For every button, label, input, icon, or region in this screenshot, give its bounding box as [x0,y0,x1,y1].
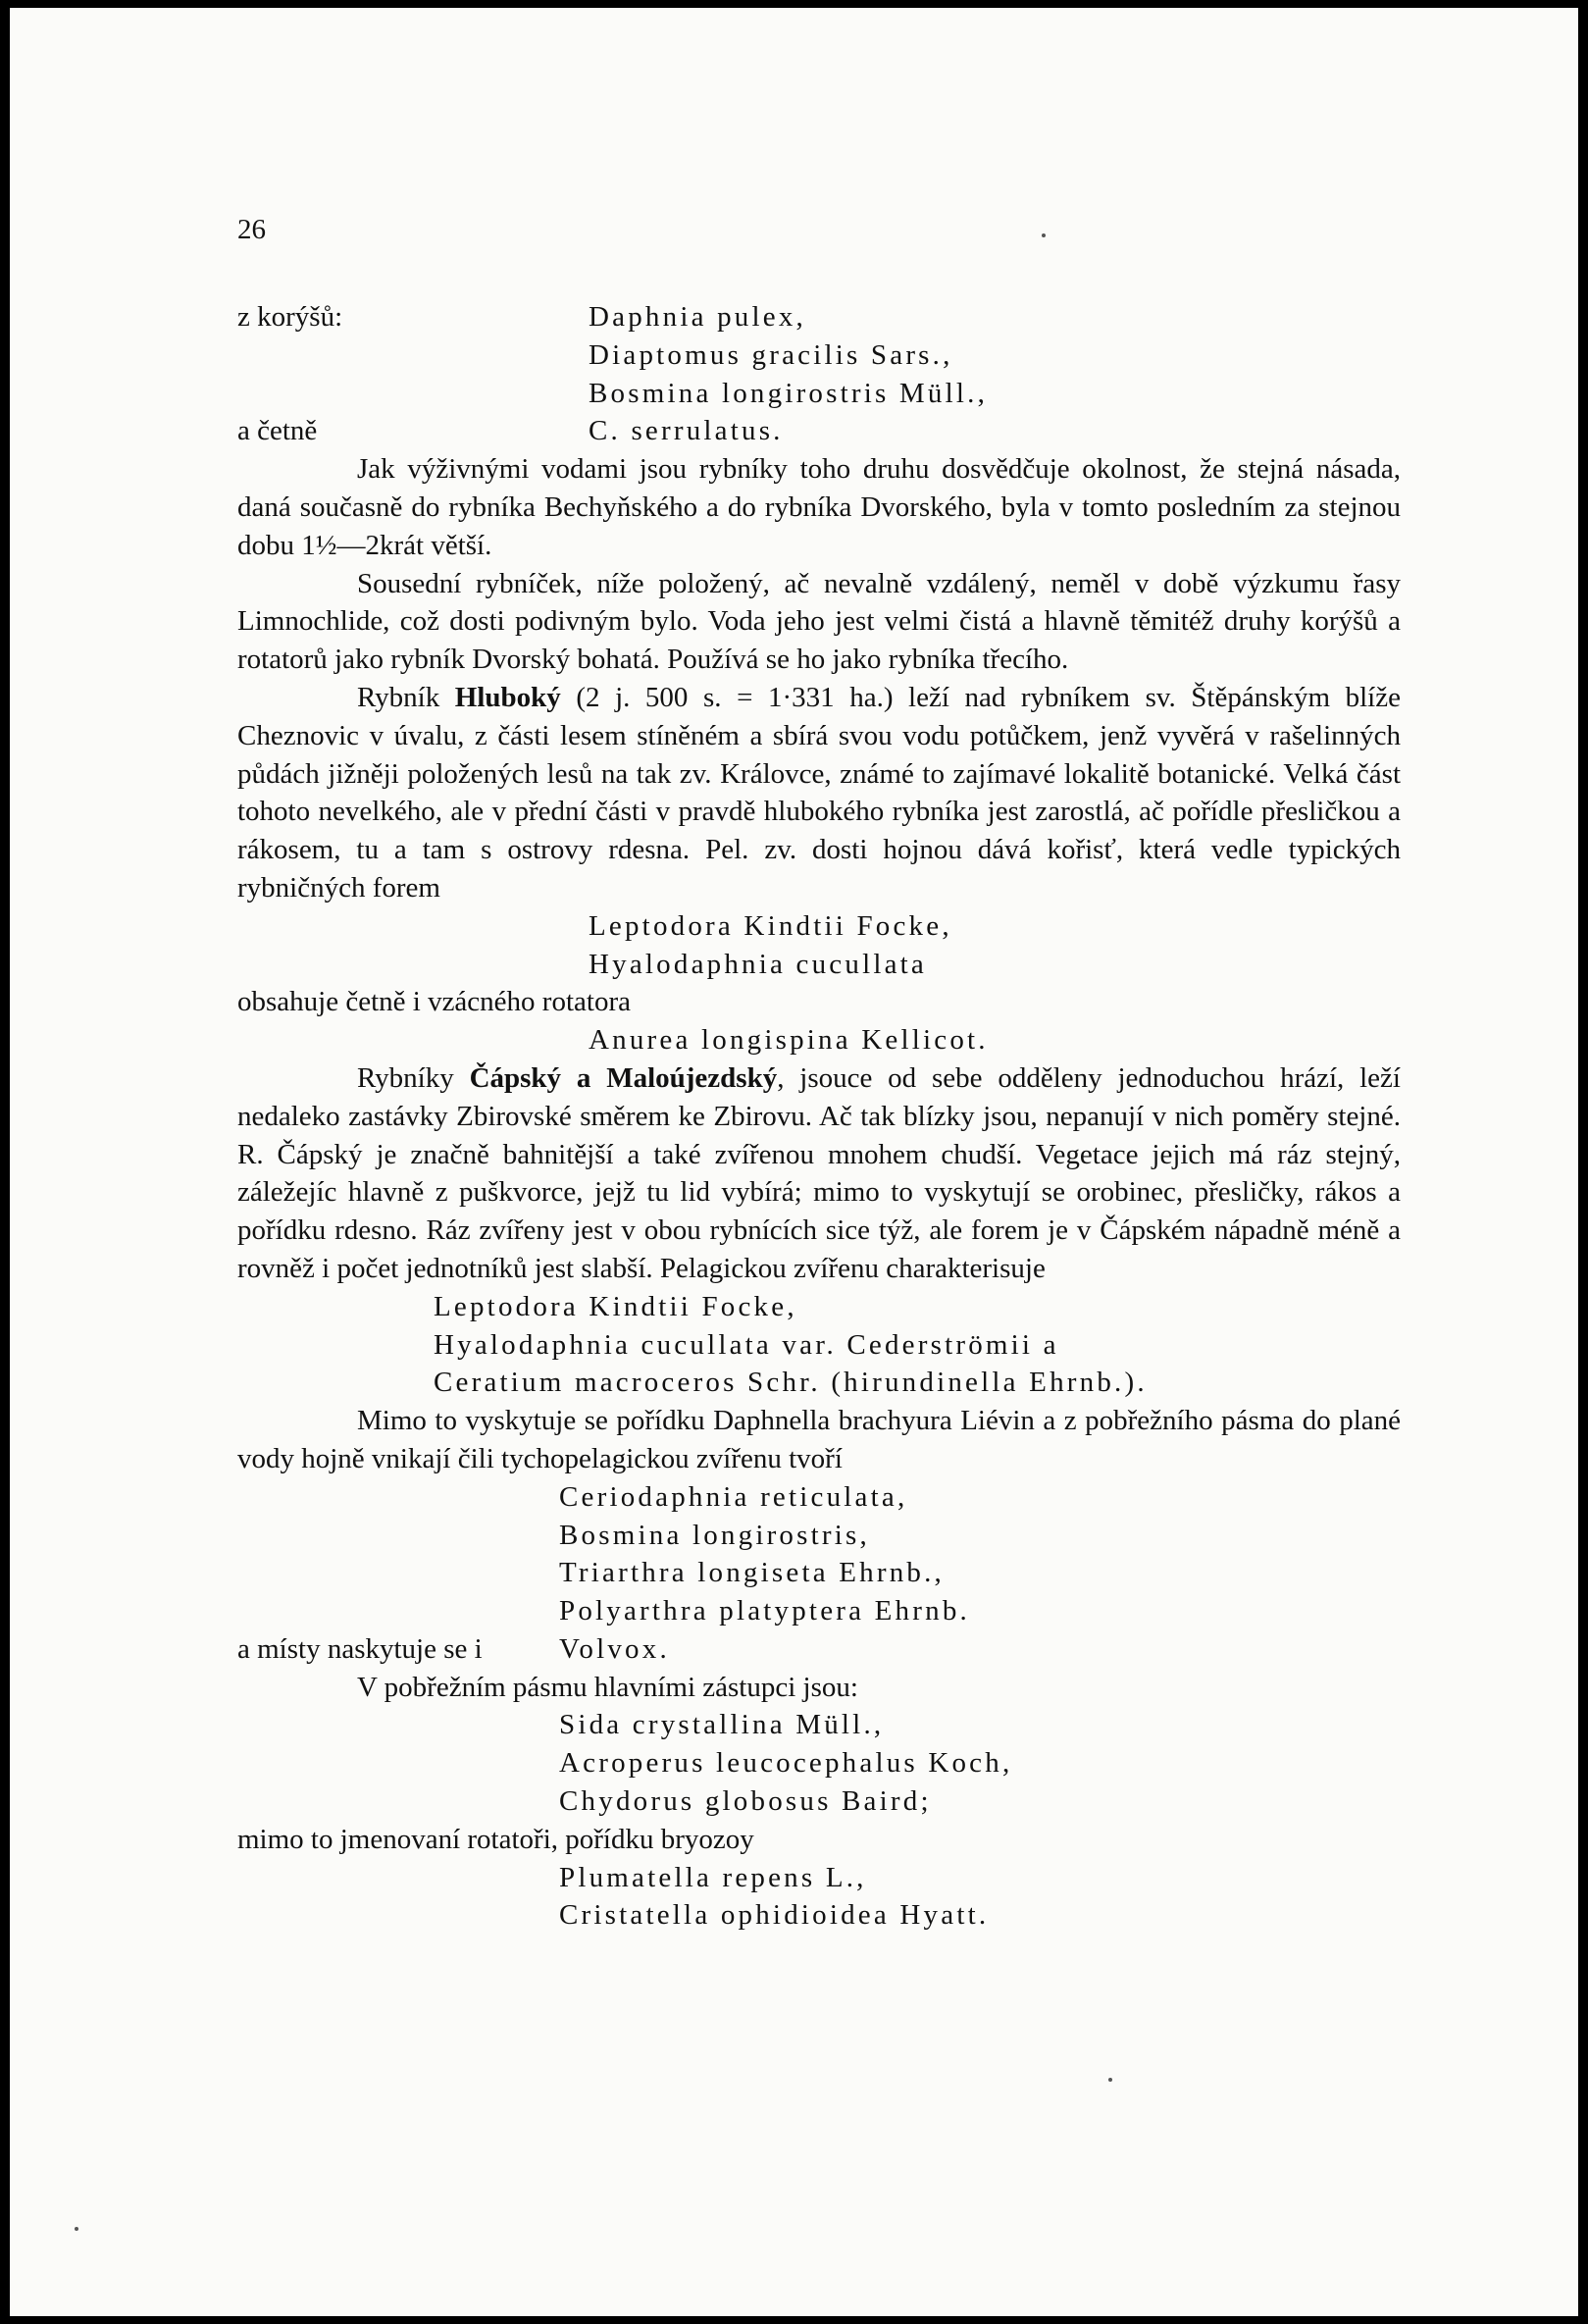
paragraph-text [237,1059,1401,1288]
paragraph-text [237,679,1401,907]
species-line [237,1706,1401,1744]
paragraph-text-rest: , jsouce od sebe odděleny jednoduchou hrází, leží nedaleko zastávky Zbirovské směrem ke Zbirovu. Ač tak blízky jsou, nepanují v nich poměry stejné. R. Čápský je značně bahnitější a také zvířenou mnohem chudší. Vegetace jejich má ráz stejný, záležejíc hlavně z puškvorce, jejž tu lid vybírá; mimo to vyskytují se orobinec, přesličky, rákos a pořídku rdesno. Ráz zvířeny jest v obou rybnících sice týž, ale forem je v Čápském nápadně méně a rovněž i počet jednotníků jest slabší. Pelagickou zvířenu charakterisuje [237,1061,1401,1284]
species-line [237,1021,1401,1059]
species-name: Bosmina longirostris, [559,1519,870,1551]
paragraph [237,450,1401,564]
paragraph [237,1669,1401,1707]
species-name: Sida crystallina Müll., [559,1709,885,1741]
species-name: Daphnia pulex, [589,301,806,333]
page-content [237,298,1401,1935]
species-name: Bosmina longirostris Müll., [589,377,989,409]
species-line [237,1744,1401,1782]
species-line [237,412,1401,450]
crustaceans-label: z korýšů: [237,301,343,333]
species-line [237,907,1401,946]
species-name: Anurea longispina Kellicot. [589,1024,989,1057]
species-name: Polyarthra platyptera Ehrnb. [559,1595,970,1627]
species-line [237,375,1401,413]
species-line [237,1326,1401,1365]
species-name: Leptodora Kindtii Focke, [589,909,952,942]
species-name: Triarthra longiseta Ehrnb., [559,1557,945,1589]
species-line [237,1630,1401,1669]
text-line: mimo to jmenovaní rotatoři, pořídku bryozoy [237,1823,754,1855]
species-name: Diaptomus gracilis Sars., [589,338,953,371]
species-line [237,1554,1401,1592]
page-speck [75,2227,78,2231]
frequent-label: a četně [237,415,318,447]
species-line [237,336,1401,375]
paragraph [237,1059,1401,1288]
page-number: 26 [237,214,266,245]
species-line [237,1364,1401,1402]
species-line [237,1896,1401,1935]
paragraph [237,565,1401,679]
species-name: Plumatella repens L., [559,1861,867,1893]
species-name: Ceratium macroceros Schr. (hirundinella Ehrnb.). [434,1367,1148,1399]
species-line [237,1288,1401,1326]
pond-name: Hluboký [454,681,561,713]
paragraph-text: Jak výživnými vodami jsou rybníky toho druhu dosvědčuje okolnost, že stejná násada, daná současně do rybníka Bechyňského a do rybníka Dvorského, byla v tomto posledním za stejnou dobu 1½—2krát větší. [237,453,1401,561]
paragraph [237,1402,1401,1478]
species-name: Chydorus globosus Baird; [559,1785,932,1818]
paragraph-text-start: Rybník [357,681,455,713]
species-name: Leptodora Kindtii Focke, [434,1290,797,1322]
volvox-label: a místy naskytuje se i [237,1632,483,1665]
document-page [10,8,1578,2316]
page-speck [1108,2078,1112,2082]
species-line [237,946,1401,984]
page-speck [1042,233,1046,237]
species-line [237,1592,1401,1630]
species-line [237,1782,1401,1821]
species-name: Volvox. [559,1632,670,1665]
paragraph-text: Mimo to vyskytuje se pořídku Daphnella brachyura Liévin a z pobřežního pásma do plané vody hojně vnikají čili tychopelagickou zvířenu tvoří [237,1405,1401,1474]
species-line [237,1517,1401,1555]
paragraph-text: Sousední rybníček, níže položený, ač nevalně vzdálený, neměl v době výzkumu řasy Limnochlide, což dosti podivným bylo. Voda jeho jest velmi čistá a hlavně těmitéž druhy korýšů a rotatorů jako rybník Dvorský bohatá. Používá se ho jako rybníka třecího. [237,567,1401,676]
pond-name: Čápský a Maloújezdský [469,1061,778,1094]
species-name: Acroperus leucocephalus Koch, [559,1747,1013,1780]
species-name: C. serrulatus. [589,415,784,447]
species-name: Ceriodaphnia reticulata, [559,1480,908,1513]
species-line [237,1859,1401,1897]
paragraph-text: V pobřežním pásmu hlavními zástupci jsou: [357,1671,858,1703]
paragraph-text-start: Rybníky [357,1061,470,1094]
paragraph [237,679,1401,907]
species-line [237,298,1401,336]
species-name: Hyalodaphnia cucullata var. Cederströmii a [434,1328,1059,1361]
text-line: obsahuje četně i vzácného rotatora [237,986,631,1018]
species-name: Cristatella ophidioidea Hyatt. [559,1899,990,1932]
species-name: Hyalodaphnia cucullata [589,948,927,980]
paragraph-text-rest: (2 j. 500 s. = 1·331 ha.) leží nad rybníkem sv. Štěpánským blíže Cheznovic v úvalu, z části lesem stíněném a sbírá svou vodu potůčkem, jenž vyvěrá v rašelinných půdách jižněji položených lesů na tak zv. Královce, známé to zajímavé lokalitě botanické. Velká část tohoto nevelkého, ale v přední části v pravdě hlubokého rybníka jest zarostlá, ač pořídle přesličkou a rákosem, tu a tam s ostrovy rdesna. Pel. zv. dosti hojnou dává kořisť, která vedle typických rybničných forem [237,681,1401,904]
species-line [237,1478,1401,1517]
